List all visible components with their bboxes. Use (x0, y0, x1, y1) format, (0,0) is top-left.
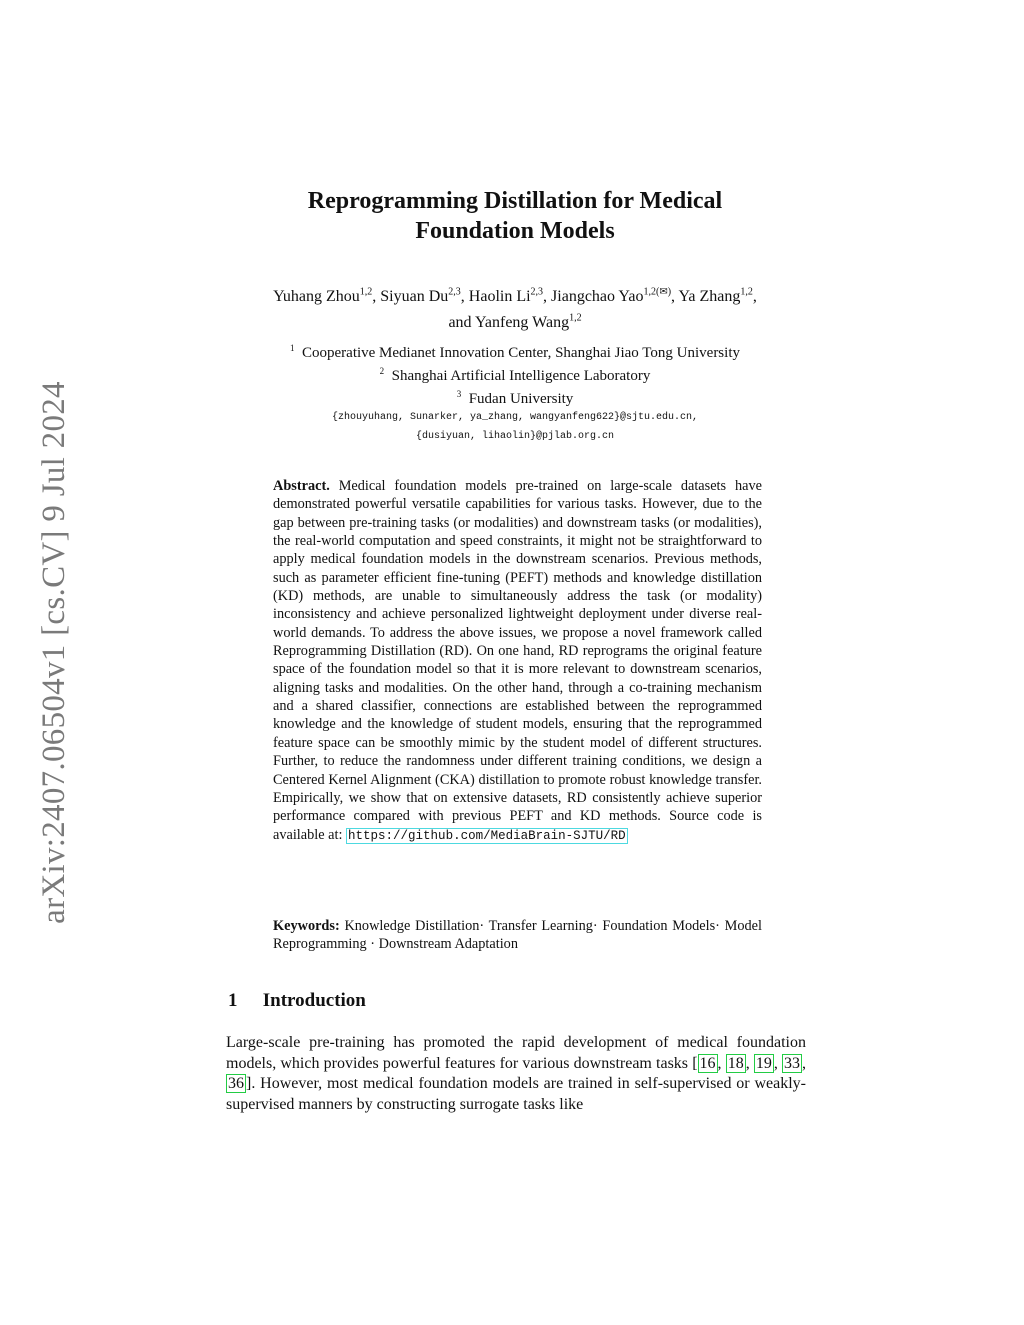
citation-link[interactable]: 33 (784, 1054, 801, 1072)
author: Ya Zhang$^{1,2}$, (678, 287, 757, 306)
section-title: Introduction (262, 990, 366, 1011)
affiliation: $^3$ Fudan University (456, 389, 574, 407)
author: Jiangchao Yao$^{1,2(✉)}$, (551, 287, 679, 306)
keywords (273, 917, 762, 954)
affiliations (215, 339, 815, 446)
citation-link[interactable]: 19 (755, 1054, 772, 1072)
email-line: {zhouyuhang, Sunarker, ya_zhang, wangyanfeng622}@sjtu.edu.cn, (331, 412, 699, 423)
code-link[interactable]: https://github.com/MediaBrain-SJTU/RD (348, 828, 626, 843)
citation-link[interactable]: 36 (228, 1075, 244, 1092)
intro-paragraph: Large-scale pre-training has promoted the rapid development of medical foundation models, which provides powerful features for various downstream tasks [ 16 , 18 , 19 , 33 , 36 ]. However, most medical foundation models are trained in self-supervised or weakly-supervised manners by constructing surrogate tasks like (226, 1034, 807, 1113)
title-line-1: Reprogramming Distillation for Medical (307, 188, 723, 214)
abstract (273, 477, 762, 845)
affiliation: $^1$ Cooperative Medianet Innovation Center, Shanghai Jiao Tong University (290, 343, 740, 361)
author: Haolin Li$^{2,3}$, (468, 287, 552, 306)
abstract-text: Medical foundation models pre-trained on large-scale datasets have demonstrated powerful versatile capabilities for various tasks. However, due to the gap between pre-training tasks (or modalities) and downstream tasks (or modalities), the real-world computation and speed constraints, it might not be straightforward to apply medical foundation models in the downstream scenarios. Previous methods, such as parameter efficient fine-tuning (PEFT) methods and knowledge distillation (KD) methods, are unable to simultaneously address the task (or modality) inconsistency and achieve personalized lightweight deployment under diverse real-world demands. To address the above issues, we propose a novel framework called Reprogramming Distillation (RD). On one hand, RD reprograms the original feature space of the foundation model so that it is more relevant to downstream scenarios, aligning tasks and modalities. On the other hand, through a co-training mechanism and a shared classifier, connections are established between the reprogrammed knowledge and the knowledge of student models, ensuring that the reprogrammed feature space can be smoothly mimic by the student model of different structures. Further, to reduce the randomness under different training conditions, we design a Centered Kernel Alignment (CKA) distillation to promote robust knowledge transfer. Empirically, we show that on extensive datasets, RD consistently achieve superior performance compared with previous PEFT and KD methods. Source code is available at: (273, 478, 762, 843)
keywords-label: Keywords: (273, 918, 340, 934)
title-line-2: Foundation Models (415, 218, 615, 244)
author: and Yanfeng Wang$^{1,2}$ (448, 312, 582, 331)
author-list (215, 282, 815, 333)
section-heading (228, 990, 366, 1012)
section-number: 1 (228, 990, 238, 1011)
citation-link[interactable]: 16 (699, 1054, 716, 1072)
arxiv-stamp (24, 372, 84, 932)
affiliation: $^2$ Shanghai Artificial Intelligence Laboratory (379, 366, 651, 384)
author: Yuhang Zhou$^{1,2}$, (273, 287, 381, 306)
citation-link[interactable]: 18 (727, 1054, 744, 1072)
email-line: {dusiyuan, lihaolin}@pjlab.org.cn (415, 431, 615, 442)
arxiv-stamp-text: arXiv:2407.06504v1 [cs.CV] 9 Jul 2024 (35, 380, 72, 924)
keywords-text: Knowledge Distillation· Transfer Learning· Foundation Models· Model Reprogramming · Downstream Adaptation (273, 918, 762, 953)
paper-title (225, 186, 805, 246)
abstract-label: Abstract. (273, 478, 330, 494)
author: Siyuan Du$^{2,3}$, (380, 287, 469, 306)
